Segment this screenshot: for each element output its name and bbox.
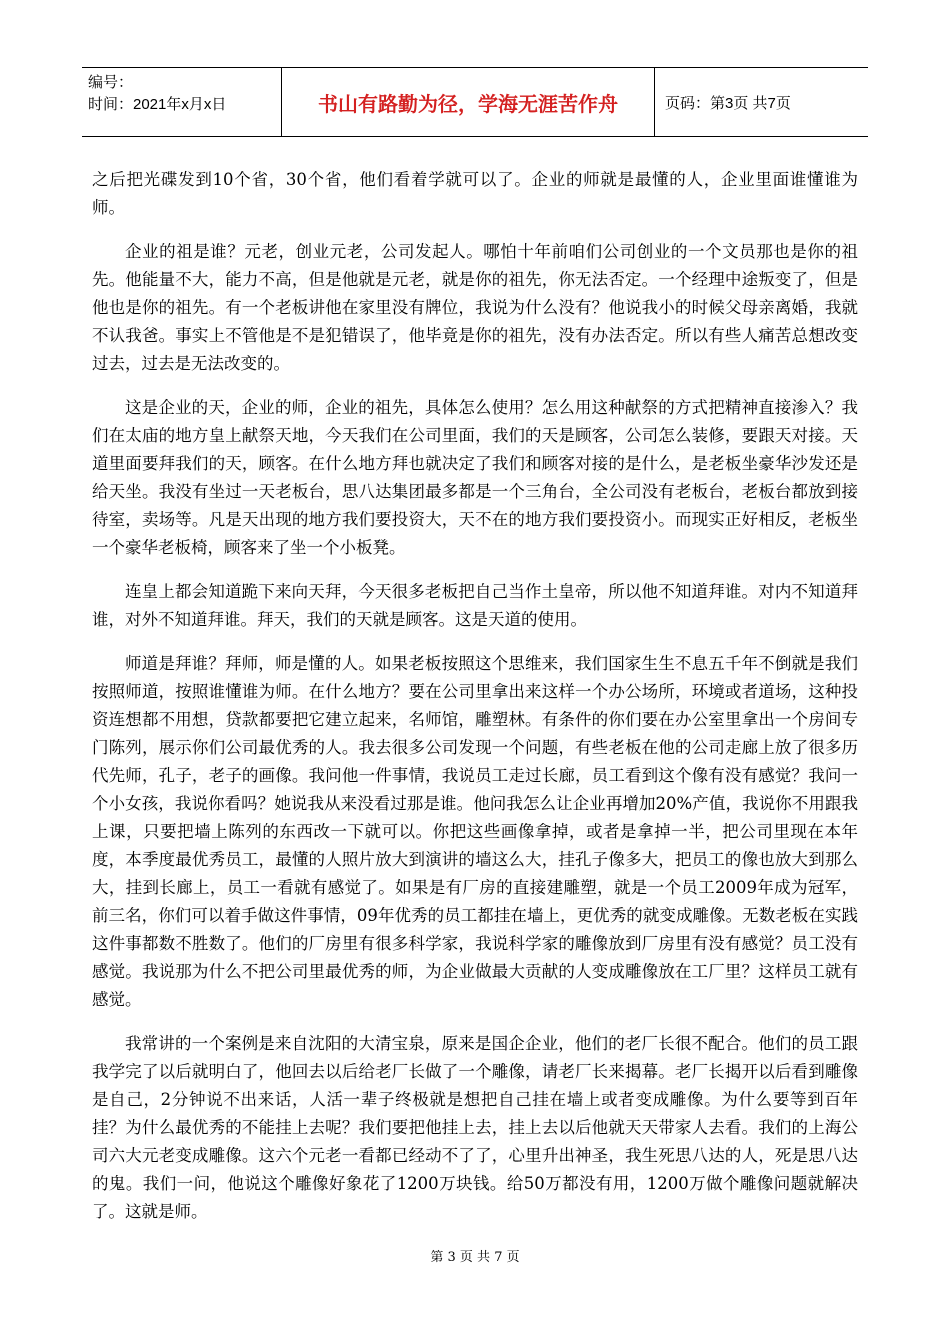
- header-meta: [82, 68, 282, 136]
- paragraph: 连皇上都会知道跪下来向天拜，今天很多老板把自己当作土皇帝，所以他不知道拜谁。对内不知道拜谁，对外不知道拜谁。拜天，我们的天就是顾客。这是天道的使用。: [92, 582, 858, 629]
- paragraph: 师道是拜谁？拜师，师是懂的人。如果老板按照这个思维来，我们国家生生不息五千年不倒就是我们按照师道，按照谁懂谁为师。在什么地方？要在公司里拿出来这样一个办公场所，环境或者道场，这种投资连想都不用想，贷款都要把它建立起来，名师馆，雕塑林。有条件的你们要在办公室里拿出一个房间专门陈列，展示你们公司最优秀的人。我去很多公司发现一个问题，有些老板在他的公司走廊上放了很多历代先师，孔子，老子的画像。我问他一件事情，我说员工走过长廊，员工看到这个像有没有感觉？我问一个小女孩，我说你看吗？她说我从来没看过那是谁。他问我怎么让企业再增加20%产值，我说你不用跟我上课，只要把墙上陈列的东西改一下就可以。你把这些画像拿掉，或者是拿掉一半，把公司里现在本年度，本季度最优秀员工，最懂的人照片放大到演讲的墙这么大，挂孔子像多大，把员工的像也放大到那么大，挂到长廊上，员工一看就有感觉了。如果是有厂房的直接建雕塑，就是一个员工2009年成为冠军，前三名，你们可以着手做这件事情，09年优秀的员工都挂在墙上，更优秀的就变成雕像。无数老板在实践这件事都数不胜数了。他们的厂房里有很多科学家，我说科学家的雕像放到厂房里有没有感觉？员工没有感觉。我说那为什么不把公司里最优秀的师，为企业做最大贡献的人变成雕像放在工厂里？这样员工就有感觉。: [92, 654, 858, 1009]
- paragraph: 企业的祖是谁？元老，创业元老，公司发起人。哪怕十年前咱们公司创业的一个文员那也是你的祖先。他能量不大，能力不高，但是他就是元老，就是你的祖先，你无法否定。一个经理中途叛变了，但是他也是你的祖先。有一个老板讲他在家里没有牌位，我说为什么没有？他说我小的时候父母亲离婚，我就不认我爸。事实上不管他是不是犯错误了，他毕竟是你的祖先，没有办法否定。所以有些人痛苦总想改变过去，过去是无法改变的。: [92, 242, 858, 373]
- paragraph: 这是企业的天，企业的师，企业的祖先，具体怎么使用？怎么用这种献祭的方式把精神直接渗入？我们在太庙的地方皇上献祭天地，今天我们在公司里面，我们的天是顾客，公司怎么装修，要跟天对接。天道里面要拜我们的天，顾客。在什么地方拜也就决定了我们和顾客对接的是什么，是老板坐豪华沙发还是给天坐。我没有坐过一天老板台，思八达集团最多都是一个三角台，全公司没有老板台，老板台都放到接待室，卖场等。凡是天出现的地方我们要投资大，天不在的地方我们要投资小。而现实正好相反，老板坐一个豪华老板椅，顾客来了坐一个小板凳。: [92, 398, 858, 557]
- header-page-info: 页码：第3页 共7页: [665, 94, 791, 112]
- page-header: [82, 67, 868, 137]
- header-motto: 书山有路勤为径，学海无涯苦作舟: [282, 68, 655, 136]
- document-number-label: 编号：: [88, 74, 134, 91]
- paragraph: 之后把光碟发到10个省，30个省，他们看着学就可以了。企业的师就是最懂的人，企业里面谁懂谁为师。: [92, 170, 858, 217]
- document-date: 时间：2021年x月x日: [88, 96, 227, 113]
- body-text: [92, 166, 858, 1242]
- page-footer: 第 3 页 共 7 页: [430, 1250, 520, 1265]
- paragraph: 我常讲的一个案例是来自沈阳的大清宝泉，原来是国企企业，他们的老厂长很不配合。他们的员工跟我学完了以后就明白了，他回去以后给老厂长做了一个雕像，请老厂长来揭幕。老厂长揭开以后看到雕像是自己，2分钟说不出来话，人活一辈子终极就是想把自己挂在墙上或者变成雕像。为什么要等到百年挂？为什么最优秀的不能挂上去呢？我们要把他挂上去，挂上去以后他就天天带家人去看。我们的上海公司六大元老变成雕像。这六个元老一看都已经动不了了，心里升出神圣，我生死思八达的人，死是思八达的鬼。我们一问，他说这个雕像好象花了1200万块钱。给50万都没有用，1200万做个雕像问题就解决了。这就是师。: [92, 1034, 858, 1221]
